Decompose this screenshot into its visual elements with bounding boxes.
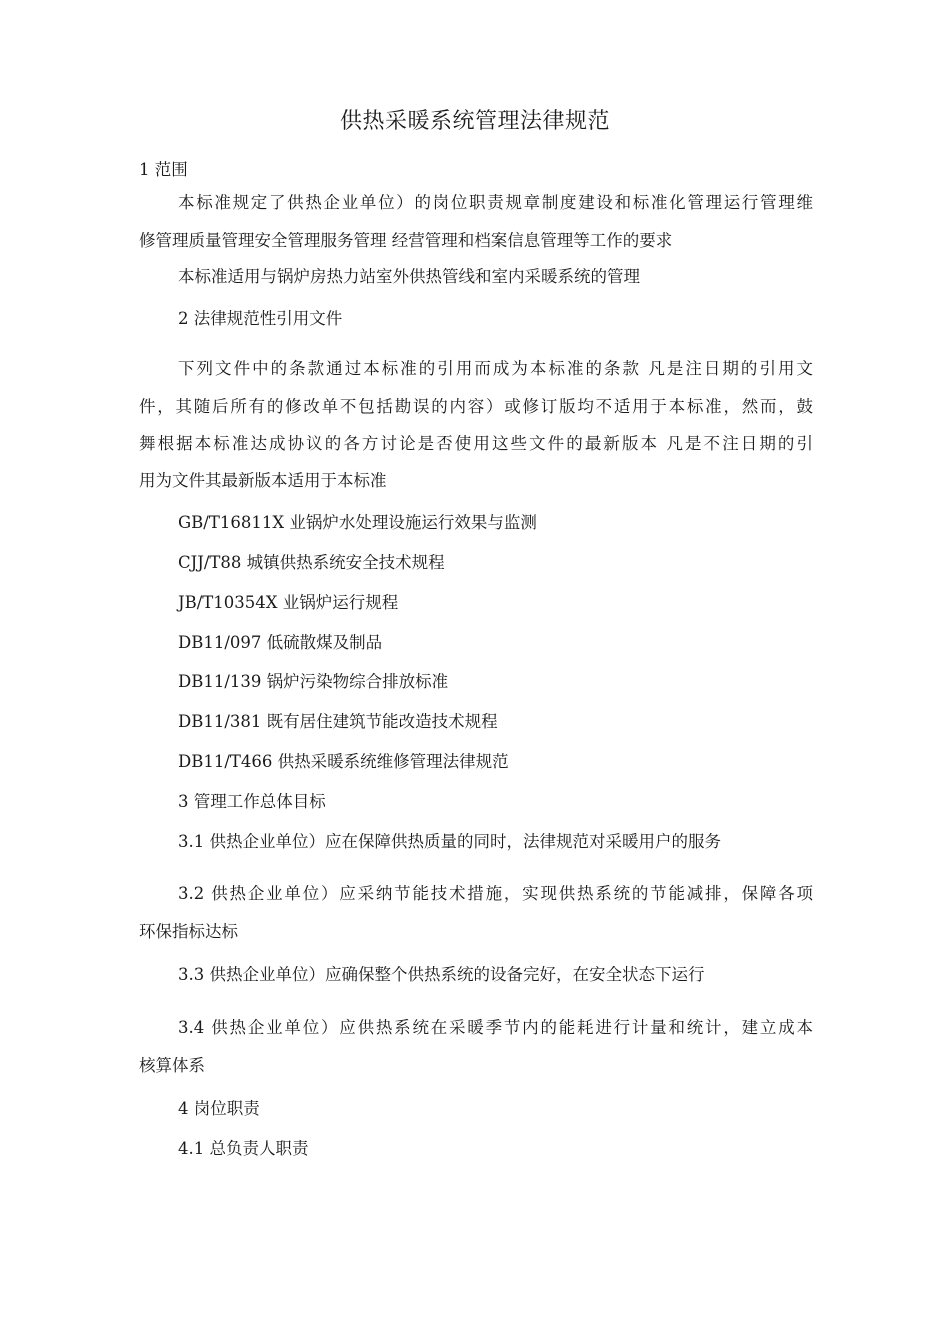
reference-item: CJJ/T88 城镇供热系统安全技术规程: [178, 553, 445, 572]
document-title: 供热采暖系统管理法律规范: [339, 109, 610, 134]
paragraph-applicability: 本标准适用与锅炉房热力站室外供热管线和室内采暖系统的管理: [178, 267, 640, 286]
clause-3-2-line-2: 环保指标达标: [139, 922, 238, 941]
paragraph-scope-line-2: 修管理质量管理安全管理服务管理 经营管理和档案信息管理等工作的要求: [139, 231, 673, 250]
clause-3-3: 3.3 供热企业单位）应确保整个供热系统的设备完好，在安全状态下运行: [178, 965, 705, 984]
section-2-heading: 2 法律规范性引用文件: [178, 309, 343, 328]
clause-3-2-line-1: 3.2 供热企业单位）应采纳节能技术措施，实现供热系统的节能减排，保障各项: [178, 884, 813, 903]
paragraph-references-line-1: 下列文件中的条款通过本标准的引用而成为本标准的条款 凡是注日期的引用文: [178, 359, 813, 378]
section-3-heading: 3 管理工作总体目标: [178, 792, 326, 811]
paragraph-references-line-4: 用为文件其最新版本适用于本标准: [139, 471, 387, 490]
paragraph-references-line-3: 舞根据本标准达成协议的各方讨论是否使用这些文件的最新版本 凡是不注日期的引: [139, 434, 813, 453]
reference-item: DB11/097 低硫散煤及制品: [178, 633, 383, 652]
reference-item: GB/T16811X 业锅炉水处理设施运行效果与监测: [178, 513, 537, 532]
reference-item: DB11/T466 供热采暖系统维修管理法律规范: [178, 752, 509, 771]
clause-3-4-line-1: 3.4 供热企业单位）应供热系统在采暖季节内的能耗进行计量和统计，建立成本: [178, 1018, 813, 1037]
paragraph-scope-line-1: 本标准规定了供热企业单位）的岗位职责规章制度建设和标准化管理运行管理维: [178, 193, 813, 212]
section-1-heading: 1 范围: [139, 160, 188, 179]
clause-3-4-line-2: 核算体系: [139, 1056, 205, 1075]
section-4-1-heading: 4.1 总负责人职责: [178, 1139, 309, 1158]
reference-item: JB/T10354X 业锅炉运行规程: [178, 593, 399, 612]
section-4-heading: 4 岗位职责: [178, 1099, 260, 1118]
reference-item: DB11/139 锅炉污染物综合排放标准: [178, 672, 449, 691]
paragraph-references-line-2: 件，其随后所有的修改单不包括勘误的内容）或修订版均不适用于本标准，然而，鼓: [139, 397, 813, 416]
clause-3-1: 3.1 供热企业单位）应在保障供热质量的同时，法律规范对采暖用户的服务: [178, 832, 721, 851]
reference-item: DB11/381 既有居住建筑节能改造技术规程: [178, 712, 498, 731]
